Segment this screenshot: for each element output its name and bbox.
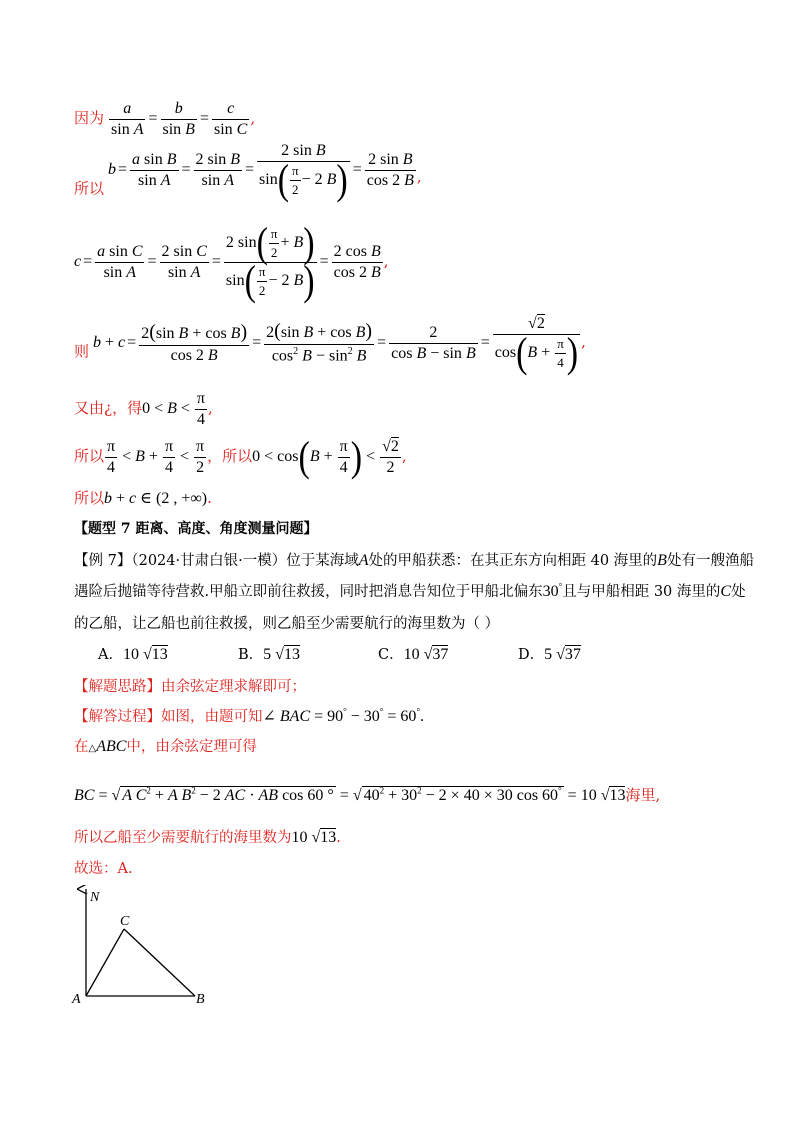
unknown-glyph: ¿ [104, 399, 113, 418]
label-a: A [72, 992, 81, 1007]
law-of-sines-line: 因为 $\frac{a}{\text{sin A}}$ = $\frac{b}{\text{sin B}}$ = $\frac{c}{\text{sin C}}$ , [74, 100, 256, 138]
example-line-2: 遇险后抛锚等待营救.甲船立即前往救援，同时把消息告知位于甲船北偏东30°且与甲船相距 30 海里的C处 [74, 581, 746, 600]
triangle-figure [70, 885, 230, 1015]
bc-formula-line: BC = √ A $C^2 + A$ $B^2 - 2$ AC · AB cos 60 ° = √ $40^2 + 30^2 - 2 \times 40 \times 30$ cos 60° = 10 √13海里, [74, 785, 661, 804]
label-c: C [120, 914, 130, 929]
bc-unit: 海里 [625, 786, 656, 804]
solution-idea: 【解题思路】由余弦定理求解即可； [74, 679, 306, 695]
option-b[interactable]: B．5 √13 [238, 646, 300, 663]
range-b-line: 又由¿，得0 < B < $\frac{\pi}{4}$ , [74, 390, 213, 428]
then-text: 则 [74, 342, 90, 361]
label-n: N [90, 890, 100, 905]
side-ac [86, 929, 124, 996]
side-cb [124, 929, 195, 996]
therefore-text-2: 所以 [74, 447, 105, 466]
conclusion-line: 所以乙船至少需要航行的海里数为10 √13. [74, 829, 341, 846]
therefore-text-3: ，所以 [207, 447, 253, 466]
result-line: 所以b + c ∈ (2 , +∞). [74, 489, 212, 507]
because-text: 因为 [74, 109, 105, 128]
label-b: B [196, 992, 205, 1007]
section-heading: 【题型 7 距离、高度、角度测量问题】 [74, 521, 318, 537]
options-row [98, 643, 658, 664]
therefore-text: 所以 [74, 179, 105, 198]
therefore-text-4: 所以 [74, 489, 105, 507]
option-d[interactable]: D．5 √37 [518, 646, 581, 663]
triangle-line: 在△ABC中，由余弦定理可得 [74, 738, 257, 755]
c-expression-line: c = $\frac{\text{a sin C}}{\text{sin A}}$ = $\frac{\text{2 sin C}}{\text{sin A}}$ = 2 sin( $\frac{\pi}{2}$ + B) sin( $\frac{\pi}{2}$ − 2 B) = $\frac{\text{2 cos B}}{\cos 2 B}$ , [74, 219, 389, 304]
solution-process: 【解答过程】如图，由题可知∠ BAC = 90° − 30° = 60°. [74, 706, 425, 725]
range-cos-line: 所以 $\frac{\pi}{4}$ < B + $\frac{\pi}{4}$ < $\frac{\pi}{2}$ ，所以0 < cos(B + $\frac{\pi}{4}$ ) < $\frac{√2}{2}$ , [74, 433, 407, 480]
option-a[interactable]: A．10 √13 [98, 646, 168, 663]
also-text: 又由 [74, 399, 105, 418]
option-c[interactable]: C．10 √37 [378, 646, 449, 663]
answer-line: 故选：A. [74, 861, 133, 877]
example-line-3: 的乙船，让乙船也前往救援，则乙船至少需要航行的海里数为（ ） [74, 616, 500, 632]
b-plus-c-line: 则 b + c = $\frac{\text{2(sin B + cos B)}}{\cos 2 B}$ = $\frac{\text{2(sin B + cos B)}}{\cos^2 B - \sin^2 B}$ = $\frac{2}{\text{cos B − sin B}}$ = √2 cos(B + $\frac{\pi}{4}$ ) , [74, 315, 586, 376]
get-text: ，得 [112, 399, 143, 418]
b-expression-line: 所以 b = $\frac{\text{a sin B}}{\text{sin A}}$ = $\frac{\text{2 sin B}}{\text{sin A}}$ = 2 sin B sin( $\frac{\pi}{2}$ − 2 B) = $\frac{\text{2 sin B}}{\cos 2 B}$ , [74, 142, 422, 203]
example-line-1: 【例 7】（2024·甘肃白银·一模）位于某海域A处的甲船获悉：在其正东方向相距 40 海里的B处有一艘渔船 [74, 552, 754, 569]
